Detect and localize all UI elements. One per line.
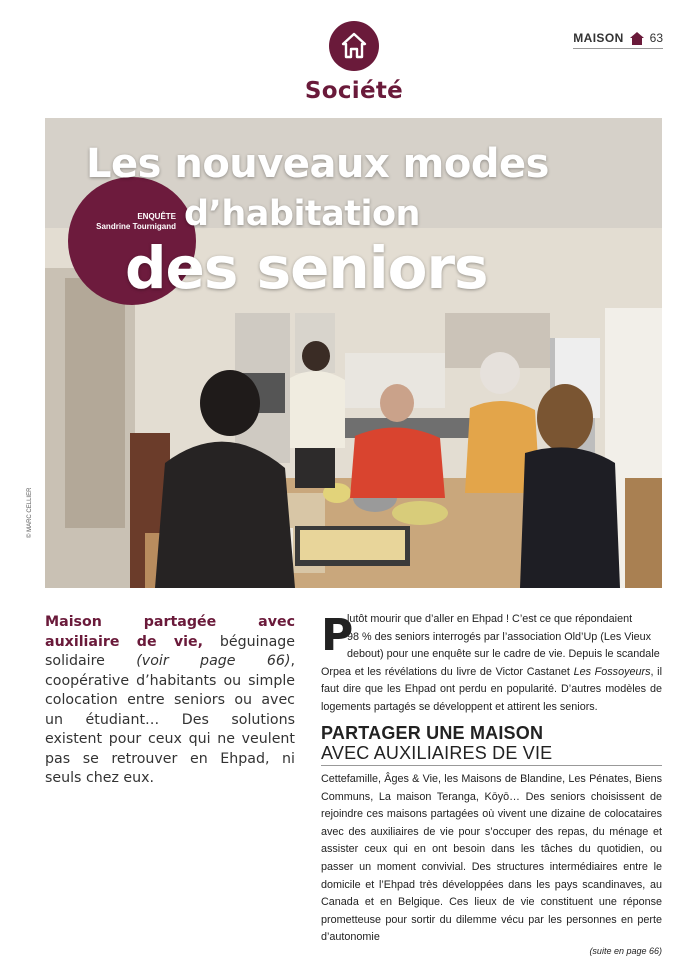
subhead-light: AVEC AUXILIAIRES DE VIE xyxy=(321,743,553,763)
photo-credit: © MARC CELLIER xyxy=(27,487,33,538)
article-text: , il faut dire que les Ehpad ont perdu en popularité. D’autres modèles de logements partagés se développent et attirent les seniors. xyxy=(321,665,662,713)
byline-kicker: ENQUÊTE xyxy=(137,212,176,221)
subhead-bold: PARTAGER UNE MAISON xyxy=(321,723,544,743)
article-line: 98 % des seniors interrogés par l’association Old’Up (Les Vieux xyxy=(347,630,652,643)
continuation-note: (suite en page 66) xyxy=(589,946,662,956)
house-icon xyxy=(630,32,644,45)
section-logo xyxy=(329,21,379,71)
intro-paragraph xyxy=(45,613,295,789)
headline-line-2: d’habitation xyxy=(184,194,420,234)
section-title: Société xyxy=(304,78,404,104)
intro-page-ref: (voir page 66) xyxy=(136,653,291,669)
article-text: Orpea et les révélations du livre de Victor Castanet xyxy=(321,665,574,678)
byline xyxy=(80,212,176,232)
byline-author: Sandrine Tournigand xyxy=(96,222,176,231)
article-line: debout) pour une enquête sur le cadre de vie. Depuis le scandale xyxy=(347,648,660,661)
subhead-divider xyxy=(321,765,662,766)
page-number: 63 xyxy=(649,31,663,45)
headline-line-3: des seniors xyxy=(125,234,488,302)
book-title: Les Fossoyeurs xyxy=(573,665,651,678)
intro-text-1: béguinage solidaire xyxy=(45,633,295,669)
folio-divider xyxy=(573,48,663,49)
article-line: lutôt mourir que d’aller en Ehpad ! C’est ce que répondaient xyxy=(347,613,633,625)
headline-line-1: Les nouveaux modes xyxy=(86,141,549,187)
intro-lead: Maison partagée avec auxiliaire de vie, xyxy=(45,614,295,650)
folio-label: MAISON xyxy=(573,31,624,45)
folio xyxy=(573,31,663,45)
article-paragraph-1 xyxy=(321,611,662,717)
article-paragraph-2: Cettefamille, Âges & Vie, les Maisons de Blandine, Les Pénates, Biens Communs, La maison Teranga, Kōyō… Des seniors choisissent de rejoindre ces maisons partagées où vivent une dizaine de colocataires avec des auxiliaires de vie pour s’occuper des repas, du ménage et assister ceux qui en ont besoin dans les tâches du quotidien, ou passer un moment convivial. Des structures intermédiaires entre le domicile et l’Ehpad très développées dans les pays scandinaves, au Canada et en Belgique. Ces lieux de vie constituent une réponse prometteuse pour sortir du dilemme vécu par les personnes en perte d’autonomie xyxy=(321,773,662,944)
house-icon xyxy=(341,32,367,59)
drop-cap: P xyxy=(321,610,354,661)
intro-text-2: , coopérative d’habitants ou simple colocation entre seniors ou avec un étudiant… Des solutions existent pour ceux qui ne veulent pas se retrouver en Ehpad, ni seuls chez eux. xyxy=(45,653,296,786)
